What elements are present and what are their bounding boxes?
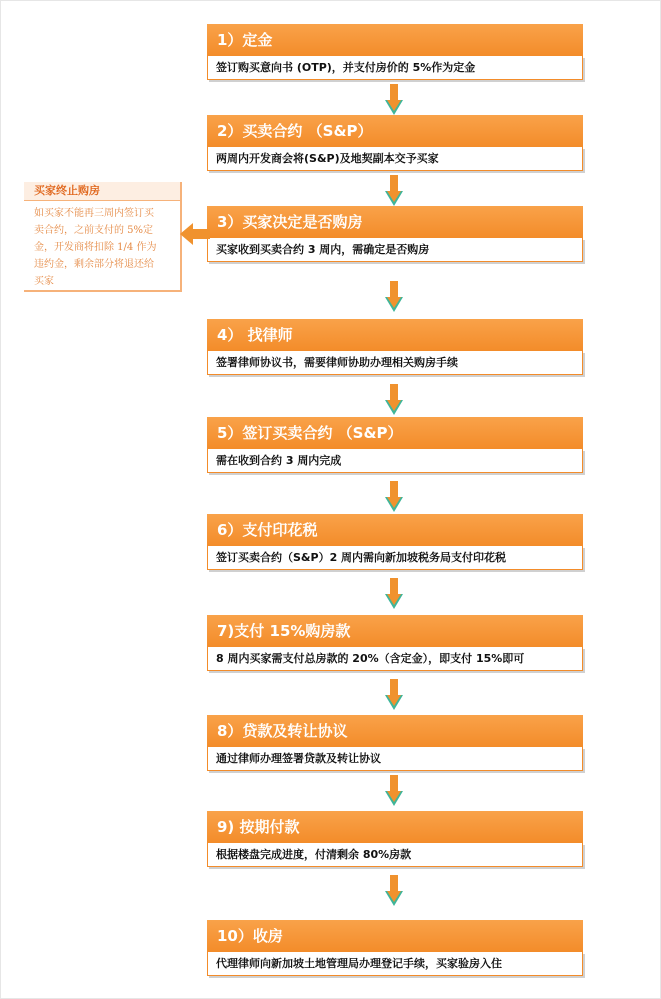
side-note-line: 如买家不能再三周内签订买 bbox=[34, 208, 154, 219]
step-3-title: 3）买家决定是否购房 bbox=[207, 206, 583, 238]
down-arrow-icon bbox=[384, 84, 404, 116]
step-4 bbox=[207, 319, 583, 375]
step-2-title: 2）买卖合约 （S&P） bbox=[207, 115, 583, 147]
side-note-title: 买家终止购房 bbox=[24, 182, 180, 201]
side-note-line: 买家 bbox=[34, 276, 54, 287]
step-4-desc: 签署律师协议书，需要律师协助办理相关购房手续 bbox=[207, 351, 583, 375]
step-8-title: 8）贷款及转让协议 bbox=[207, 715, 583, 747]
side-note-line: 违约金，剩余部分将退还给 bbox=[34, 259, 154, 270]
left-arrow-icon bbox=[180, 222, 210, 246]
down-arrow-icon bbox=[384, 281, 404, 313]
step-10 bbox=[207, 920, 583, 976]
step-1-title: 1）定金 bbox=[207, 24, 583, 56]
step-8-desc: 通过律师办理签署贷款及转让协议 bbox=[207, 747, 583, 771]
step-7-desc: 8 周内买家需支付总房款的 20%（含定金），即支付 15%即可 bbox=[207, 647, 583, 671]
step-5-desc: 需在收到合约 3 周内完成 bbox=[207, 449, 583, 473]
step-3-desc: 买家收到买卖合约 3 周内，需确定是否购房 bbox=[207, 238, 583, 262]
step-5-title: 5）签订买卖合约 （S&P） bbox=[207, 417, 583, 449]
step-1-desc: 签订购买意向书 (OTP)，并支付房价的 5%作为定金 bbox=[207, 56, 583, 80]
down-arrow-icon bbox=[384, 578, 404, 610]
step-6-title: 6）支付印花税 bbox=[207, 514, 583, 546]
step-10-title: 10）收房 bbox=[207, 920, 583, 952]
step-10-desc: 代理律师向新加坡土地管理局办理登记手续，买家验房入住 bbox=[207, 952, 583, 976]
step-8 bbox=[207, 715, 583, 771]
down-arrow-icon bbox=[384, 481, 404, 513]
step-4-title: 4） 找律师 bbox=[207, 319, 583, 351]
step-9-desc: 根据楼盘完成进度，付清剩余 80%房款 bbox=[207, 843, 583, 867]
step-7-title: 7)支付 15%购房款 bbox=[207, 615, 583, 647]
step-9 bbox=[207, 811, 583, 867]
down-arrow-icon bbox=[384, 175, 404, 207]
step-9-title: 9) 按期付款 bbox=[207, 811, 583, 843]
down-arrow-icon bbox=[384, 775, 404, 807]
step-6-desc: 签订买卖合约（S&P）2 周内需向新加坡税务局支付印花税 bbox=[207, 546, 583, 570]
side-note-line: 金，开发商将扣除 1/4 作为 bbox=[34, 242, 157, 253]
step-3 bbox=[207, 206, 583, 262]
step-6 bbox=[207, 514, 583, 570]
step-5 bbox=[207, 417, 583, 473]
down-arrow-icon bbox=[384, 384, 404, 416]
down-arrow-icon bbox=[384, 875, 404, 907]
side-note-box bbox=[24, 182, 182, 292]
step-2 bbox=[207, 115, 583, 171]
step-7 bbox=[207, 615, 583, 671]
step-2-desc: 两周内开发商会将(S&P)及地契副本交予买家 bbox=[207, 147, 583, 171]
down-arrow-icon bbox=[384, 679, 404, 711]
step-1 bbox=[207, 24, 583, 80]
side-note-line: 卖合约，之前支付的 5%定 bbox=[34, 225, 154, 236]
side-note-body bbox=[24, 201, 180, 290]
